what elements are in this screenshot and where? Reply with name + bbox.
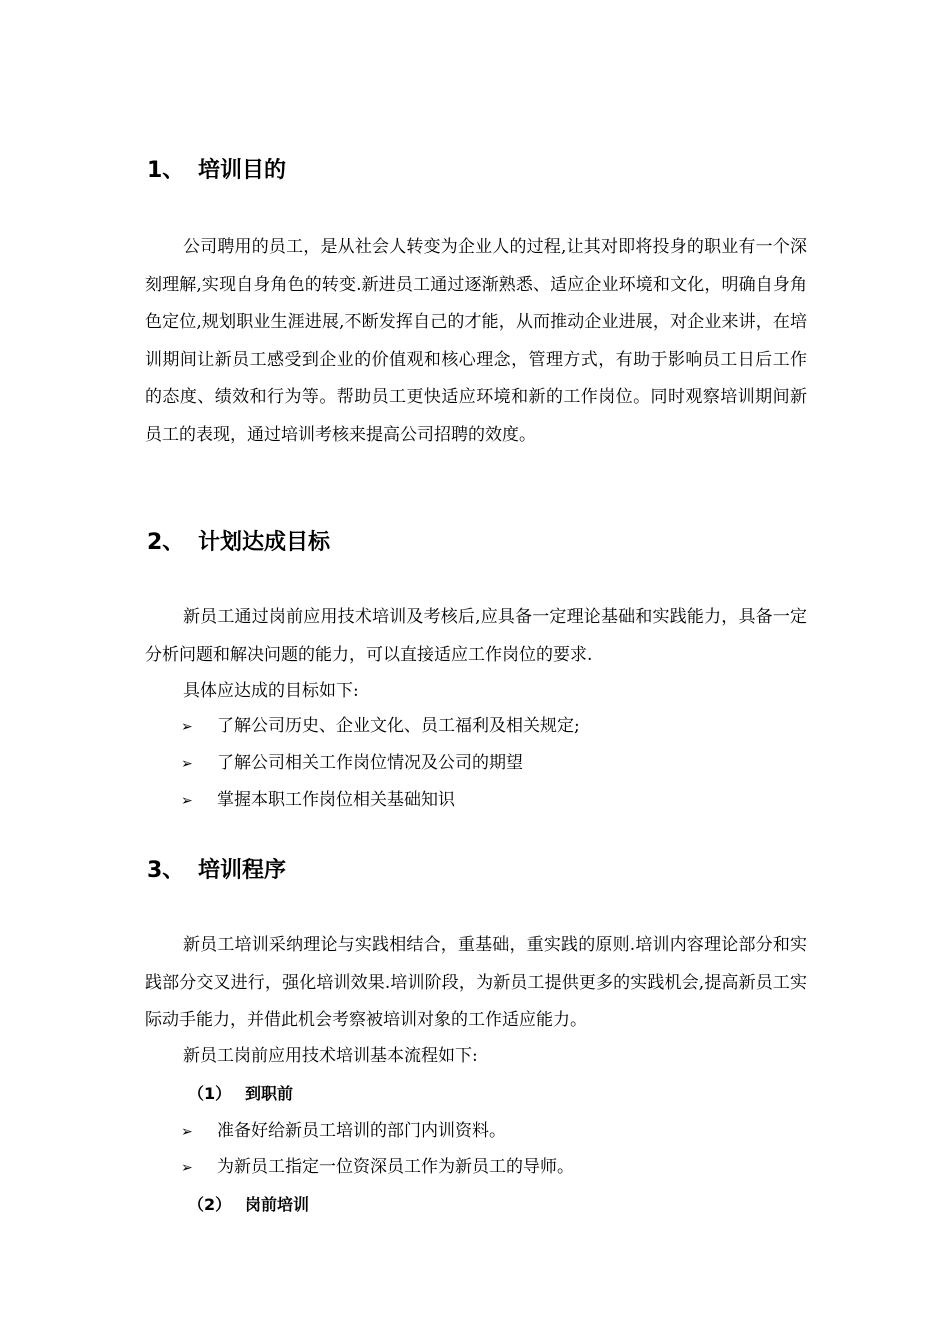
arrow-bullet-icon: ➢ xyxy=(181,793,193,809)
step-title: 到职前 xyxy=(245,1084,294,1103)
section-heading-1 xyxy=(147,156,286,186)
step-number: （1） xyxy=(188,1084,232,1103)
section-number: 2、 xyxy=(147,530,185,555)
list-item xyxy=(181,1119,506,1144)
section-number: 3、 xyxy=(147,858,185,883)
list-item xyxy=(181,788,455,813)
section-title: 培训目的 xyxy=(198,158,287,183)
section-3-paragraph: 新员工培训采纳理论与实践相结合，重基础，重实践的原则.培训内容理论部分和实践部分交叉进行，强化培训效果.培训阶段，为新员工提供更多的实践机会,提高新员工实际动手能力，并借此机会考察被培训对象的工作适应能力。 xyxy=(145,935,807,1030)
step-heading-2 xyxy=(188,1193,309,1217)
section-title: 培训程序 xyxy=(198,858,287,883)
list-item-text: 掌握本职工作岗位相关基础知识 xyxy=(217,790,455,810)
list-item xyxy=(181,714,580,739)
arrow-bullet-icon: ➢ xyxy=(181,1124,193,1140)
list-item-text: 了解公司历史、企业文化、员工福利及相关规定; xyxy=(217,716,580,736)
section-2-intro: 具体应达成的目标如下: xyxy=(183,681,359,701)
list-item-text: 准备好给新员工培训的部门内训资料。 xyxy=(217,1121,506,1141)
section-2-paragraph: 新员工通过岗前应用技术培训及考核后,应具备一定理论基础和实践能力，具备一定分析问题和解决问题的能力，可以直接适应工作岗位的要求. xyxy=(145,607,807,665)
section-3-intro: 新员工岗前应用技术培训基本流程如下: xyxy=(183,1046,478,1066)
section-number: 1、 xyxy=(147,158,185,183)
section-title: 计划达成目标 xyxy=(198,530,331,555)
arrow-bullet-icon: ➢ xyxy=(181,719,193,735)
step-number: （2） xyxy=(188,1195,232,1214)
list-item-text: 为新员工指定一位资深员工作为新员工的导师。 xyxy=(217,1157,574,1177)
step-heading-1 xyxy=(188,1082,293,1106)
arrow-bullet-icon: ➢ xyxy=(181,1160,193,1176)
section-1-paragraph: 公司聘用的员工，是从社会人转变为企业人的过程,让其对即将投身的职业有一个深刻理解,实现自身角色的转变.新进员工通过逐渐熟悉、适应企业环境和文化，明确自身角色定位,规划职业生涯进展,不断发挥自己的才能，从而推动企业进展，对企业来讲，在培训期间让新员工感受到企业的价值观和核心理念，管理方式，有助于影响员工日后工作的态度、绩效和行为等。帮助员工更快适应环境和新的工作岗位。同时观察培训期间新员工的表现，通过培训考核来提高公司招聘的效度。 xyxy=(145,237,807,445)
step-title: 岗前培训 xyxy=(245,1195,310,1214)
arrow-bullet-icon: ➢ xyxy=(181,756,193,772)
list-item xyxy=(181,1155,574,1180)
section-heading-2 xyxy=(147,528,330,558)
section-heading-3 xyxy=(147,856,286,886)
list-item-text: 了解公司相关工作岗位情况及公司的期望 xyxy=(217,753,523,773)
list-item xyxy=(181,751,523,776)
